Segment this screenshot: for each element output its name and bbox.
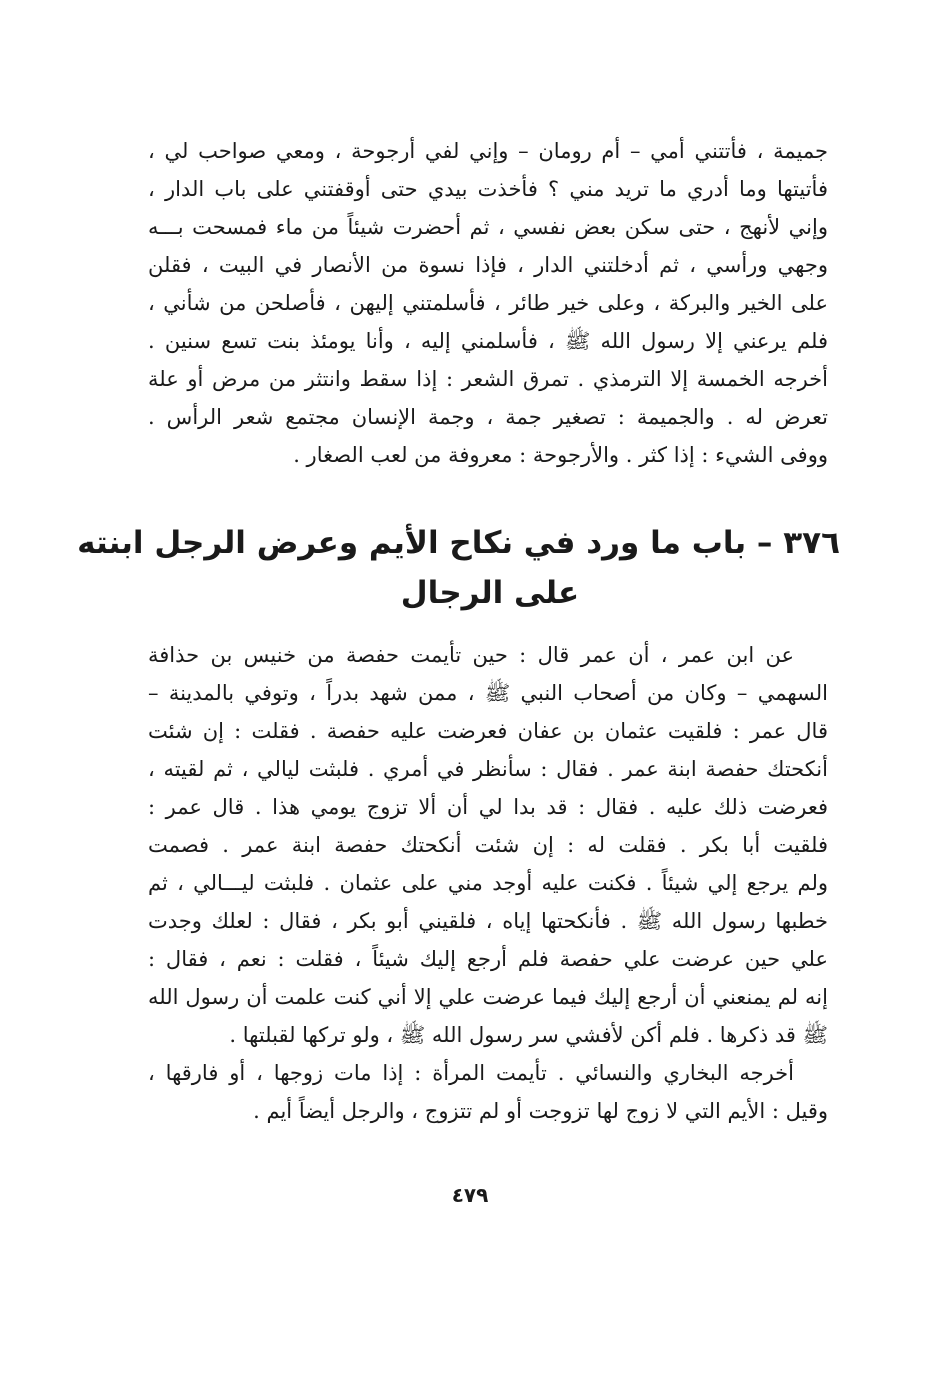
text-line: جميمة ، فأتتني أمي – أم رومان – وإني لفي أرجوحة ، ومعي صواحب لي ، <box>148 139 828 163</box>
text-line: ﷺ قد ذكرها . فلم أكن لأفشي سر رسول الله ﷺ ، ولو تركها لقبلتها . <box>229 1023 828 1047</box>
hadith-continuation-paragraph <box>148 132 828 474</box>
text-line: أنكحتك حفصة ابنة عمر . فقال : سأنظر في أمري . فلبثت ليالي ، ثم لقيته ، <box>148 757 828 781</box>
page-number: ٤٧٩ <box>451 1183 489 1207</box>
commentary-line: تعرض له . والجميمة : تصغير جمة ، وجمة الإنسان مجتمع شعر الرأس . <box>148 405 828 429</box>
chapter-heading <box>77 518 840 618</box>
commentary-line: وقيل : الأيم التي لا زوج لها تزوجت أو لم تتزوج ، والرجل أيضاً أيم . <box>253 1099 828 1123</box>
text-line: إنه لم يمنعني أن أرجع إليك فيما عرضت علي إلا أني كنت علمت أن رسول الله <box>148 985 828 1009</box>
text-line: قال عمر : فلقيت عثمان بن عفان فعرضت عليه حفصة . فقلت : إن شئت <box>148 719 828 743</box>
text-line: ولم يرجع إلي شيئاً . فكنت عليه أوجد مني على عثمان . فلبثت ليـــالي ، ثم <box>148 871 828 895</box>
text-line: علي حين عرضت علي حفصة فلم أرجع إليك شيئاً ، فقلت : نعم ، فقال : <box>148 947 828 971</box>
text-line: وجهي ورأسي ، ثم أدخلتني الدار ، فإذا نسوة من الأنصار في البيت ، فقلن <box>148 253 828 277</box>
text-line: فلقيت أبا بكر . فقلت له : إن شئت أنكحتك حفصة ابنة عمر . فصمت <box>148 833 828 857</box>
chapter-heading-line-1: ٣٧٦ – باب ما ورد في نكاح الأيم وعرض الرجل ابنته <box>77 525 840 561</box>
hadith-paragraph <box>148 636 828 1130</box>
text-line: على الخير والبركة ، وعلى خير طائر ، فأسلمتني إليهن ، فأصلحن من شأني ، <box>148 291 828 315</box>
commentary-line: ووفى الشيء : إذا كثر . والأرجوحة : معروفة من لعب الصغار . <box>293 443 828 467</box>
text-line: فعرضت ذلك عليه . فقال : قد بدا لي أن ألا تزوج يومي هذا . قال عمر : <box>148 795 828 819</box>
text-line: فأتيتها وما أدري ما تريد مني ؟ فأخذت بيدي حتى أوقفتني على باب الدار ، <box>148 177 828 201</box>
text-line: خطبها رسول الله ﷺ . فأنكحتها إياه ، فلقيني أبو بكر ، فقال : لعلك وجدت <box>148 909 828 933</box>
commentary-line: أخرجه الخمسة إلا الترمذي . تمرق الشعر : إذا سقط وانتثر من مرض أو علة <box>148 367 828 391</box>
chapter-heading-line-2: على الرجال <box>400 575 580 611</box>
text-line: عن ابن عمر ، أن عمر قال : حين تأيمت حفصة من خنيس بن حذافة <box>148 643 794 667</box>
commentary-line: أخرجه البخاري والنسائي . تأيمت المرأة : إذا مات زوجها ، أو فارقها ، <box>148 1061 794 1085</box>
text-line: فلم يرعني إلا رسول الله ﷺ ، فأسلمني إليه ، وأنا يومئذ بنت تسع سنين . <box>148 329 828 353</box>
text-line: وإني لأنهج ، حتى سكن بعض نفسي ، ثم أحضرت شيئاً من ماء فمسحت بـــه <box>148 215 828 239</box>
text-line: السهمي – وكان من أصحاب النبي ﷺ ، ممن شهد بدراً ، وتوفي بالمدينة – <box>148 681 828 705</box>
